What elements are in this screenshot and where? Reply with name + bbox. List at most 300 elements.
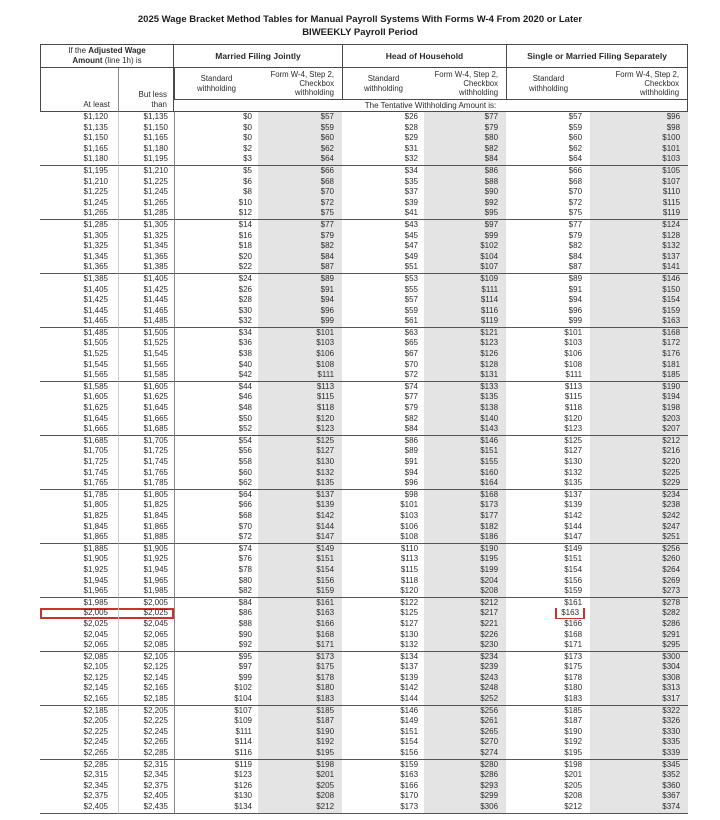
cell: $256	[424, 706, 506, 717]
cell: $1,345	[118, 241, 174, 252]
cell: $126	[424, 349, 506, 360]
cell: $115	[564, 392, 583, 402]
cell: $128	[424, 360, 506, 371]
cell: $36	[174, 338, 258, 349]
cell: $274	[424, 748, 506, 760]
cell: $159	[506, 586, 590, 598]
table-row	[40, 252, 688, 263]
cell: $154	[258, 565, 342, 576]
cell: $2,265	[118, 737, 174, 748]
wage-header-text2: (line 1h) is	[102, 56, 142, 65]
cell: $142	[400, 683, 419, 693]
cell: $84	[424, 154, 506, 166]
cell: $20	[174, 252, 258, 263]
table-row	[40, 748, 688, 760]
cell: $77	[404, 392, 419, 402]
cell: $151	[400, 726, 419, 736]
cell: $60	[568, 133, 583, 143]
cell: $2,145	[83, 683, 108, 693]
cell: $77	[258, 220, 342, 231]
cell: $26	[174, 285, 258, 296]
cell: $107	[174, 706, 258, 717]
cell: $2,165	[118, 683, 174, 694]
cell: $50	[174, 414, 258, 425]
cell: $57	[568, 112, 583, 121]
cell: $154	[564, 564, 583, 574]
cell: $1,195	[118, 154, 174, 166]
single-standard-header: Standard withholding	[506, 68, 590, 100]
table-row	[40, 532, 688, 544]
cell: $108	[258, 360, 342, 371]
cell: $82	[174, 586, 258, 598]
cell: $142	[258, 511, 342, 522]
cell: $114	[174, 737, 258, 748]
cell: $151	[258, 554, 342, 565]
cell: $144	[564, 521, 583, 531]
table-row	[40, 640, 688, 652]
cell: $198	[564, 759, 583, 769]
table-row	[40, 554, 688, 565]
filing-status-header-row	[40, 44, 688, 68]
table-row	[40, 187, 688, 198]
cell: $181	[590, 360, 688, 371]
cell: $72	[174, 532, 258, 544]
cell: $86	[424, 166, 506, 177]
cell: $195	[424, 554, 506, 565]
cell: $226	[424, 630, 506, 641]
cell: $72	[258, 198, 342, 209]
cell: $1,485	[118, 316, 174, 328]
cell: $106	[564, 349, 583, 359]
cell: $149	[400, 716, 419, 726]
cell: $1,465	[118, 306, 174, 317]
cell: $63	[404, 327, 419, 337]
cell: $1,685	[118, 424, 174, 436]
cell: $90	[424, 187, 506, 198]
cell: $122	[400, 597, 419, 607]
cell: $173	[258, 652, 342, 663]
cell: $207	[590, 424, 688, 436]
cell: $313	[590, 683, 688, 694]
cell: $48	[174, 403, 258, 414]
table-row	[40, 382, 688, 393]
cell: $142	[564, 510, 583, 520]
cell: $137	[590, 252, 688, 263]
cell: $178	[564, 672, 583, 682]
cell: $1,150	[83, 133, 108, 143]
cell: $156	[258, 576, 342, 587]
table-row	[40, 490, 688, 501]
cell: $166	[400, 780, 419, 790]
cell: $2,025	[118, 608, 174, 619]
cell: $123	[424, 338, 506, 349]
cell: $166	[564, 618, 583, 628]
cell: $205	[564, 780, 583, 790]
table-row	[40, 112, 688, 123]
cell: $46	[174, 392, 258, 403]
table-row	[40, 414, 688, 425]
cell: $1,165	[83, 143, 108, 153]
cell: $57	[258, 112, 342, 123]
cell: $144	[342, 694, 424, 706]
cell: $1,925	[83, 564, 108, 574]
cell: $89	[258, 274, 342, 285]
cell	[506, 608, 590, 619]
cell: $144	[258, 522, 342, 533]
cell: $130	[400, 629, 419, 639]
cell: $89	[568, 273, 583, 283]
cell: $256	[590, 544, 688, 555]
cell: $134	[174, 802, 258, 814]
table-row	[40, 220, 688, 231]
cell: $56	[174, 446, 258, 457]
cell: $1,165	[118, 133, 174, 144]
cell: $190	[564, 726, 583, 736]
cell: $1,180	[40, 154, 118, 166]
cell: $2,005	[40, 608, 118, 619]
cell: $146	[590, 274, 688, 285]
cell: $26	[404, 112, 419, 121]
cell: $1,195	[83, 165, 108, 175]
table-row	[40, 802, 688, 814]
cell: $119	[174, 760, 258, 771]
cell: $1,825	[83, 510, 108, 520]
table-row	[40, 328, 688, 339]
cell: $70	[568, 187, 583, 197]
cell: $1,545	[83, 359, 108, 369]
cell: $34	[404, 165, 419, 175]
cell: $1,265	[40, 208, 118, 220]
cell: $1,445	[83, 305, 108, 315]
cell: $100	[590, 133, 688, 144]
table-row	[40, 316, 688, 328]
cell: $212	[590, 436, 688, 447]
cell: $67	[404, 349, 419, 359]
cell: $1,725	[118, 446, 174, 457]
cell: $293	[424, 781, 506, 792]
cell: $60	[174, 468, 258, 479]
title-line-2: BIWEEKLY Payroll Period	[302, 26, 418, 38]
cell: $261	[424, 716, 506, 727]
cell: $220	[590, 457, 688, 468]
cell: $173	[424, 500, 506, 511]
cell: $109	[174, 716, 258, 727]
cell: $2,245	[83, 737, 108, 747]
adjusted-wage-header	[40, 44, 174, 68]
cell: $92	[424, 198, 506, 209]
cell: $115	[258, 392, 342, 403]
cell: $89	[404, 446, 419, 456]
cell: $79	[424, 123, 506, 134]
table-row	[40, 522, 688, 533]
cell: $270	[424, 737, 506, 748]
cell: $300	[590, 652, 688, 663]
table-row	[40, 231, 688, 242]
cell: $103	[258, 338, 342, 349]
cell: $291	[590, 630, 688, 641]
cell: $102	[424, 241, 506, 252]
cell: $107	[590, 177, 688, 188]
cell: $1,525	[83, 349, 108, 359]
cell: $2,165	[40, 694, 118, 706]
cell: $64	[506, 154, 590, 166]
cell: $125	[258, 436, 342, 447]
cell: $166	[258, 619, 342, 630]
table-row	[40, 133, 688, 144]
cell: $1,805	[118, 490, 174, 501]
cell: $74	[174, 544, 258, 555]
cell: $1,345	[83, 251, 108, 261]
cell: $68	[258, 177, 342, 188]
cell: $190	[258, 727, 342, 738]
cell: $99	[424, 231, 506, 242]
table-row	[40, 144, 688, 155]
cell: $2,145	[118, 673, 174, 684]
cell: $84	[342, 424, 424, 436]
cell: $65	[404, 338, 419, 348]
cell: $212	[258, 802, 342, 814]
cell: $1,625	[118, 392, 174, 403]
cell: $106	[400, 521, 419, 531]
cell: $1,265	[118, 198, 174, 209]
cell: $175	[564, 662, 583, 672]
table-row	[40, 565, 688, 576]
cell: $95	[424, 208, 506, 220]
cell: $108	[564, 359, 583, 369]
cell: $1,785	[83, 489, 108, 499]
cell: $273	[590, 586, 688, 598]
cell: $1,605	[118, 382, 174, 393]
table-row	[40, 770, 688, 781]
cell: $1,705	[118, 436, 174, 447]
table-row	[40, 737, 688, 748]
cell: $212	[424, 598, 506, 609]
cell: $2,405	[40, 802, 118, 814]
cell: $130	[258, 457, 342, 468]
cell: $149	[258, 544, 342, 555]
cell: $264	[590, 565, 688, 576]
table-row	[40, 683, 688, 694]
tentative-withholding-label: The Tentative Withholding Amount is:	[174, 100, 688, 112]
cell: $190	[424, 544, 506, 555]
cell: $229	[590, 478, 688, 490]
cell: $1,565	[118, 360, 174, 371]
cell: $97	[424, 220, 506, 231]
cell: $1,945	[118, 565, 174, 576]
cell: $107	[424, 262, 506, 274]
cell: $42	[174, 370, 258, 382]
table-row	[40, 652, 688, 663]
cell: $1,385	[118, 262, 174, 274]
cell: $330	[590, 727, 688, 738]
cell: $80	[174, 576, 258, 587]
cell: $2,225	[118, 716, 174, 727]
cell: $38	[174, 349, 258, 360]
cell: $123	[174, 770, 258, 781]
cell: $260	[590, 554, 688, 565]
cell: $95	[174, 652, 258, 663]
cell: $82	[258, 241, 342, 252]
cell: $161	[564, 597, 583, 607]
cell: $147	[506, 532, 590, 544]
cell: $1,765	[118, 468, 174, 479]
cell: $180	[258, 683, 342, 694]
cell: $99	[258, 316, 342, 328]
cell: $77	[424, 112, 506, 123]
cell: $6	[174, 177, 258, 188]
cell: $79	[404, 403, 419, 413]
cell: $127	[400, 618, 419, 628]
cell: $185	[590, 370, 688, 382]
cell: $374	[590, 802, 688, 814]
cell: $120	[564, 413, 583, 423]
cell: $111	[174, 727, 258, 738]
cell: $103	[400, 510, 419, 520]
cell: $1,225	[83, 187, 108, 197]
cell: $1,245	[118, 187, 174, 198]
cell: $29	[404, 133, 419, 143]
withholding-type-header-row	[40, 68, 688, 100]
cell: $151	[564, 554, 583, 564]
cell: $159	[258, 586, 342, 598]
cell: $1,825	[118, 500, 174, 511]
cell: $35	[404, 176, 419, 186]
cell: $2,375	[118, 781, 174, 792]
cell: $91	[258, 285, 342, 296]
cell: $68	[568, 176, 583, 186]
cell: $1,665	[40, 424, 118, 436]
table-row	[40, 673, 688, 684]
cell: $282	[590, 608, 688, 619]
cell: $114	[424, 295, 506, 306]
cell: $171	[506, 640, 590, 652]
cell: $120	[342, 586, 424, 598]
table-row	[40, 544, 688, 555]
table-row	[40, 306, 688, 317]
cell: $104	[424, 252, 506, 263]
cell: $31	[404, 143, 419, 153]
table-row	[40, 370, 688, 382]
cell: $221	[424, 619, 506, 630]
cell: $108	[342, 532, 424, 544]
table-row	[40, 338, 688, 349]
cell: $43	[404, 219, 419, 229]
cell: $172	[590, 338, 688, 349]
cell: $113	[564, 381, 583, 391]
cell: $335	[590, 737, 688, 748]
cell: $168	[564, 629, 583, 639]
cell: $79	[258, 231, 342, 242]
cell: $70	[258, 187, 342, 198]
wage-table-body	[40, 112, 688, 814]
cell: $1,905	[83, 554, 108, 564]
cell: $118	[564, 403, 583, 413]
cell: $1,845	[118, 511, 174, 522]
cell: $1,385	[83, 273, 108, 283]
cell: $1,665	[118, 414, 174, 425]
cell: $82	[424, 144, 506, 155]
table-row	[40, 285, 688, 296]
cell: $109	[424, 274, 506, 285]
cell: $22	[174, 262, 258, 274]
cell: $2,065	[40, 640, 118, 652]
cell: $234	[424, 652, 506, 663]
cell: $185	[564, 705, 583, 715]
cell: $28	[174, 295, 258, 306]
cell: $90	[174, 630, 258, 641]
cell: $187	[258, 716, 342, 727]
cell: $116	[174, 748, 258, 760]
cell: $177	[424, 511, 506, 522]
cell: $1,765	[40, 478, 118, 490]
title-line-1: 2025 Wage Bracket Method Tables for Manual Payroll Systems With Forms W-4 From 2020 or Later	[137, 14, 583, 25]
cell: $94	[404, 467, 419, 477]
cell: $1,285	[83, 219, 108, 229]
cell: $41	[342, 208, 424, 220]
cell: $217	[424, 608, 506, 619]
cell: $146	[424, 436, 506, 447]
cell: $2,205	[118, 706, 174, 717]
cell: $208	[564, 791, 583, 801]
cell: $84	[258, 252, 342, 263]
header-single-or-mfs: Single or Married Filing Separately	[506, 44, 688, 68]
cell: $326	[590, 716, 688, 727]
cell: $1,645	[83, 413, 108, 423]
cell: $125	[564, 435, 583, 445]
table-row	[40, 403, 688, 414]
cell: $156	[564, 575, 583, 585]
cell: $1,325	[83, 241, 108, 251]
cell: $1,445	[118, 295, 174, 306]
cell: $304	[590, 662, 688, 673]
cell: $53	[404, 273, 419, 283]
cell: $1,425	[118, 285, 174, 296]
cell: $101	[564, 327, 583, 337]
cell: $159	[400, 759, 419, 769]
cell: $137	[258, 490, 342, 501]
cell: $286	[424, 770, 506, 781]
cell: $124	[590, 220, 688, 231]
cell: $2,345	[83, 780, 108, 790]
cell: $12	[174, 208, 258, 220]
highlighted-value: $163	[555, 608, 585, 619]
cell: $1,705	[83, 446, 108, 456]
cell: $119	[424, 316, 506, 328]
cell: $195	[506, 748, 590, 760]
table-row	[40, 478, 688, 490]
cell: $1,405	[83, 284, 108, 294]
table-row	[40, 208, 688, 220]
cell: $62	[174, 478, 258, 490]
cell: $147	[258, 532, 342, 544]
cell: $3	[174, 154, 258, 166]
cell: $116	[424, 306, 506, 317]
cell: $201	[258, 770, 342, 781]
cell: $130	[564, 457, 583, 466]
cell: $111	[258, 370, 342, 382]
cell: $2,315	[118, 760, 174, 771]
cell: $1,685	[83, 435, 108, 445]
cell: $1,505	[118, 328, 174, 339]
cell: $280	[424, 760, 506, 771]
cell: $306	[424, 802, 506, 814]
table-row	[40, 198, 688, 209]
cell: $113	[258, 382, 342, 393]
table-row	[40, 608, 688, 619]
cell: $55	[404, 284, 419, 294]
cell: $2,065	[118, 630, 174, 641]
header-married-filing-jointly: Married Filing Jointly	[174, 44, 342, 68]
